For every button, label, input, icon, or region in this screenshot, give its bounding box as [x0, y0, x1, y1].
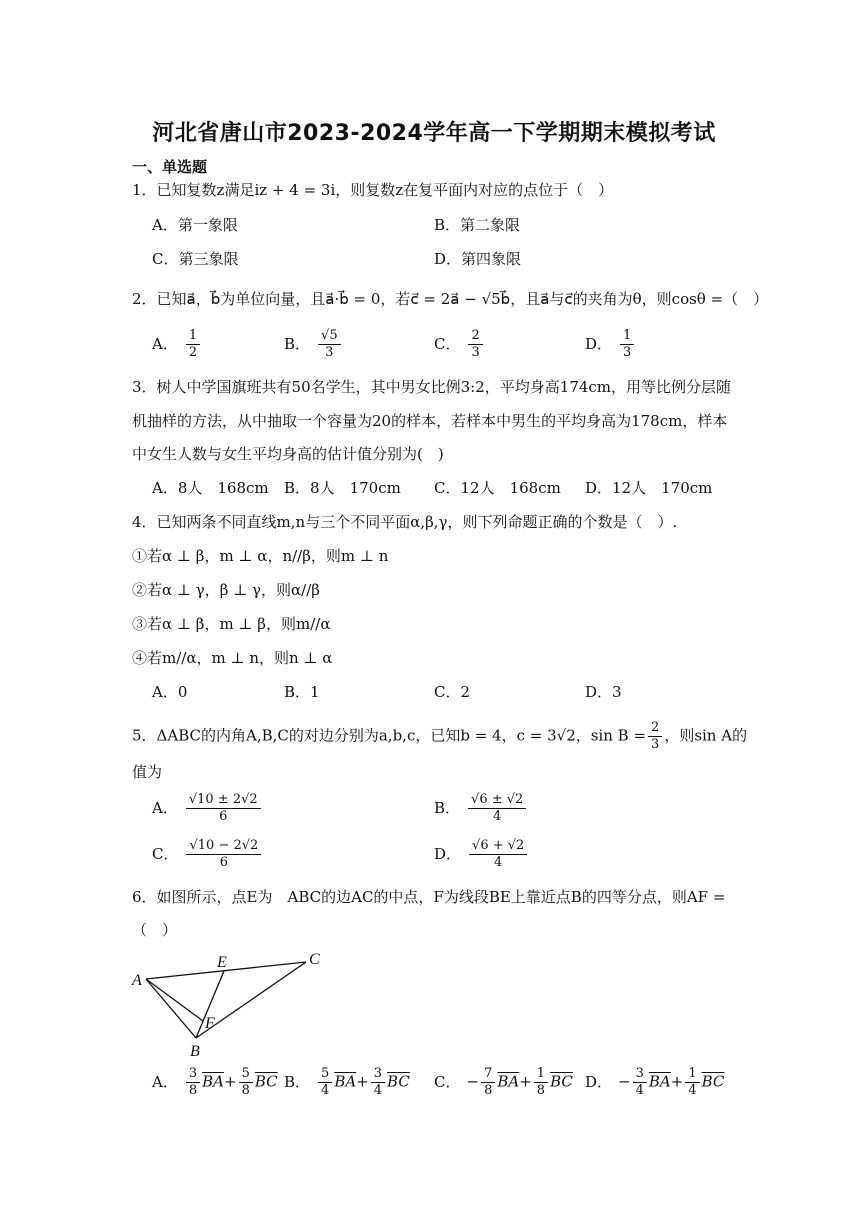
- point-label-a: A: [132, 972, 142, 989]
- numerator: √6 + √2: [469, 838, 527, 855]
- option-label: C．: [434, 334, 461, 353]
- fraction: [239, 1066, 253, 1099]
- point-label-b: B: [190, 1043, 200, 1060]
- sin-b-fraction: [648, 720, 662, 753]
- option-label: B．: [284, 1072, 311, 1091]
- q6-option-c: [434, 1066, 573, 1099]
- vector-bc: $\overline{BC}$: [550, 1072, 573, 1091]
- numerator: 5: [239, 1066, 253, 1083]
- option-label: C．: [152, 844, 179, 863]
- fraction: [469, 838, 527, 871]
- vector-ba: $\overline{BA}$: [202, 1072, 224, 1091]
- fraction: [186, 328, 200, 361]
- q3-option-a: A．8人 168cm: [152, 479, 269, 497]
- q4-option-a: A．0: [152, 683, 188, 701]
- denominator: 4: [321, 1083, 330, 1098]
- q4-option-b: B．1: [284, 683, 320, 701]
- q2-option-a: [152, 328, 202, 361]
- point-label-f: F: [205, 1015, 215, 1032]
- fraction: [371, 1066, 385, 1099]
- fraction: [468, 792, 526, 825]
- segment-ab: [146, 979, 196, 1038]
- numerator: √6 ± √2: [468, 792, 526, 809]
- fraction: [685, 1066, 699, 1099]
- numerator: √10 ± 2√2: [186, 792, 261, 809]
- denominator: 3: [623, 345, 632, 360]
- option-label: C．: [434, 1072, 461, 1091]
- option-label: B．: [434, 798, 461, 817]
- triangle-diagram: [128, 944, 338, 1064]
- q4-statement-4: ④若m//α，m ⊥ n，则n ⊥ α: [132, 649, 333, 667]
- question-4-stem: 4．已知两条不同直线m,n与三个不同平面α,β,γ，则下列命题正确的个数是（ ）.: [132, 513, 678, 531]
- vector-ba: $\overline{BA}$: [334, 1072, 357, 1091]
- numerator: 1: [186, 328, 200, 345]
- fraction: [186, 792, 261, 825]
- q4-statement-3: ③若α ⊥ β，m ⊥ β，则m//α: [132, 615, 331, 633]
- fraction: [318, 1066, 332, 1099]
- denominator: 4: [635, 1083, 644, 1098]
- numerator: 1: [534, 1066, 548, 1083]
- denominator: 4: [494, 855, 503, 870]
- q4-option-c: C．2: [434, 683, 471, 701]
- q4-statement-2: ②若α ⊥ γ，β ⊥ γ，则α//β: [132, 581, 320, 599]
- q1-option-b: B．第二象限: [434, 216, 521, 234]
- q3-option-d: D．12人 170cm: [585, 479, 713, 497]
- sign: −: [466, 1072, 480, 1091]
- option-label: D．: [585, 334, 613, 353]
- fraction: [620, 328, 634, 361]
- numerator: 2: [468, 328, 482, 345]
- fraction: [534, 1066, 548, 1099]
- numerator: 5: [318, 1066, 332, 1083]
- exam-title: 河北省唐山市2023-2024学年高一下学期期末模拟考试: [152, 121, 716, 146]
- q5-option-c: [152, 838, 263, 871]
- question-6-stem: 6．如图所示，点E为 ABC的边AC的中点，F为线段BE上靠近点B的四等分点，则AF =: [132, 888, 726, 906]
- numerator: √10 − 2√2: [186, 838, 261, 855]
- fraction: [186, 838, 261, 871]
- q3-option-b: B．8人 170cm: [284, 479, 401, 497]
- numerator: 3: [371, 1066, 385, 1083]
- question-3-line-2: 机抽样的方法，从中抽取一个容量为20的样本，若样本中男生的平均身高为178cm，样本: [132, 412, 728, 430]
- q1-option-d: D．第四象限: [434, 250, 522, 268]
- fraction: [186, 1066, 200, 1099]
- denominator: 6: [219, 809, 228, 824]
- numerator: √5: [318, 328, 341, 345]
- denominator: 3: [651, 737, 660, 752]
- numerator: 3: [633, 1066, 647, 1083]
- q6-option-b: [284, 1066, 410, 1099]
- numerator: 1: [685, 1066, 699, 1083]
- denominator: 4: [373, 1083, 383, 1098]
- operator: +: [519, 1072, 532, 1091]
- q1-option-a: A．第一象限: [152, 216, 238, 234]
- segment-af: [146, 979, 203, 1021]
- vector-bc: $\overline{BC}$: [701, 1072, 725, 1091]
- q1-option-c: C．第三象限: [152, 250, 239, 268]
- q5-option-b: [434, 792, 528, 825]
- denominator: 8: [188, 1083, 198, 1098]
- q2-option-d: [585, 328, 636, 361]
- fraction: [481, 1066, 495, 1099]
- q5-stem-part-2: ，则sin A的: [664, 726, 748, 745]
- q6-option-d: [585, 1066, 724, 1099]
- denominator: 4: [688, 1083, 697, 1098]
- question-5-line-2: 值为: [132, 763, 163, 781]
- question-6-line-2: （ ）: [132, 921, 178, 939]
- q3-option-c: C．12人 168cm: [434, 479, 561, 497]
- denominator: 8: [484, 1083, 493, 1098]
- numerator: 3: [186, 1066, 200, 1083]
- fraction: [633, 1066, 647, 1099]
- q6-option-a: [152, 1066, 278, 1099]
- operator: +: [356, 1072, 369, 1091]
- denominator: 3: [325, 345, 334, 360]
- denominator: 4: [493, 809, 502, 824]
- numerator: 7: [481, 1066, 495, 1083]
- point-label-c: C: [309, 951, 320, 968]
- question-5-stem: [132, 720, 748, 753]
- point-label-e: E: [217, 954, 227, 971]
- numerator: 2: [648, 720, 662, 737]
- q5-option-d: [434, 838, 529, 871]
- option-label: A．: [152, 334, 178, 353]
- vector-ba: $\overline{BA}$: [648, 1072, 671, 1091]
- sign: −: [618, 1072, 631, 1091]
- vector-ba: $\overline{BA}$: [497, 1072, 520, 1091]
- question-1-stem: 1．已知复数z满足iz + 4 = 3i，则复数z在复平面内对应的点位于（ ）: [132, 181, 614, 199]
- numerator: 1: [620, 328, 634, 345]
- vector-bc: $\overline{BC}$: [254, 1072, 278, 1091]
- question-3-line-1: 3．树人中学国旗班共有50名学生，其中男女比例3:2，平均身高174cm，用等比例分层随: [132, 378, 732, 396]
- section-heading: 一、单选题: [132, 158, 208, 176]
- denominator: 8: [241, 1083, 250, 1098]
- denominator: 3: [471, 345, 480, 360]
- denominator: 2: [188, 345, 198, 360]
- option-label: D．: [585, 1072, 613, 1091]
- fraction: [318, 328, 341, 361]
- option-label: D．: [434, 844, 462, 863]
- denominator: 8: [536, 1083, 546, 1098]
- q4-statement-1: ①若α ⊥ β，m ⊥ α，n//β，则m ⊥ n: [132, 547, 389, 565]
- q4-option-d: D．3: [585, 683, 622, 701]
- fraction: [468, 328, 482, 361]
- option-label: A．: [152, 1072, 178, 1091]
- vector-bc: $\overline{BC}$: [387, 1072, 410, 1091]
- question-2-stem: 2．已知a⃗，b⃗为单位向量，且a⃗·b⃗ = 0，若c⃗ = 2a⃗ − √5b⃗，且a⃗与c⃗的夹角为θ，则cosθ =（ ）: [132, 290, 769, 308]
- question-3-line-3: 中女生人数与女生平均身高的估计值分别为( ): [132, 445, 444, 463]
- denominator: 6: [219, 855, 229, 870]
- operator: +: [223, 1072, 237, 1091]
- q5-option-a: [152, 792, 263, 825]
- q2-option-b: [284, 328, 343, 361]
- q5-stem-part-1: 5．ΔABC的内角A,B,C的对边分别为a,b,c，已知b = 4，c = 3√2，sin B =: [132, 726, 647, 745]
- option-label: B．: [284, 334, 311, 353]
- operator: +: [670, 1072, 684, 1091]
- option-label: A．: [152, 798, 178, 817]
- q2-option-c: [434, 328, 485, 361]
